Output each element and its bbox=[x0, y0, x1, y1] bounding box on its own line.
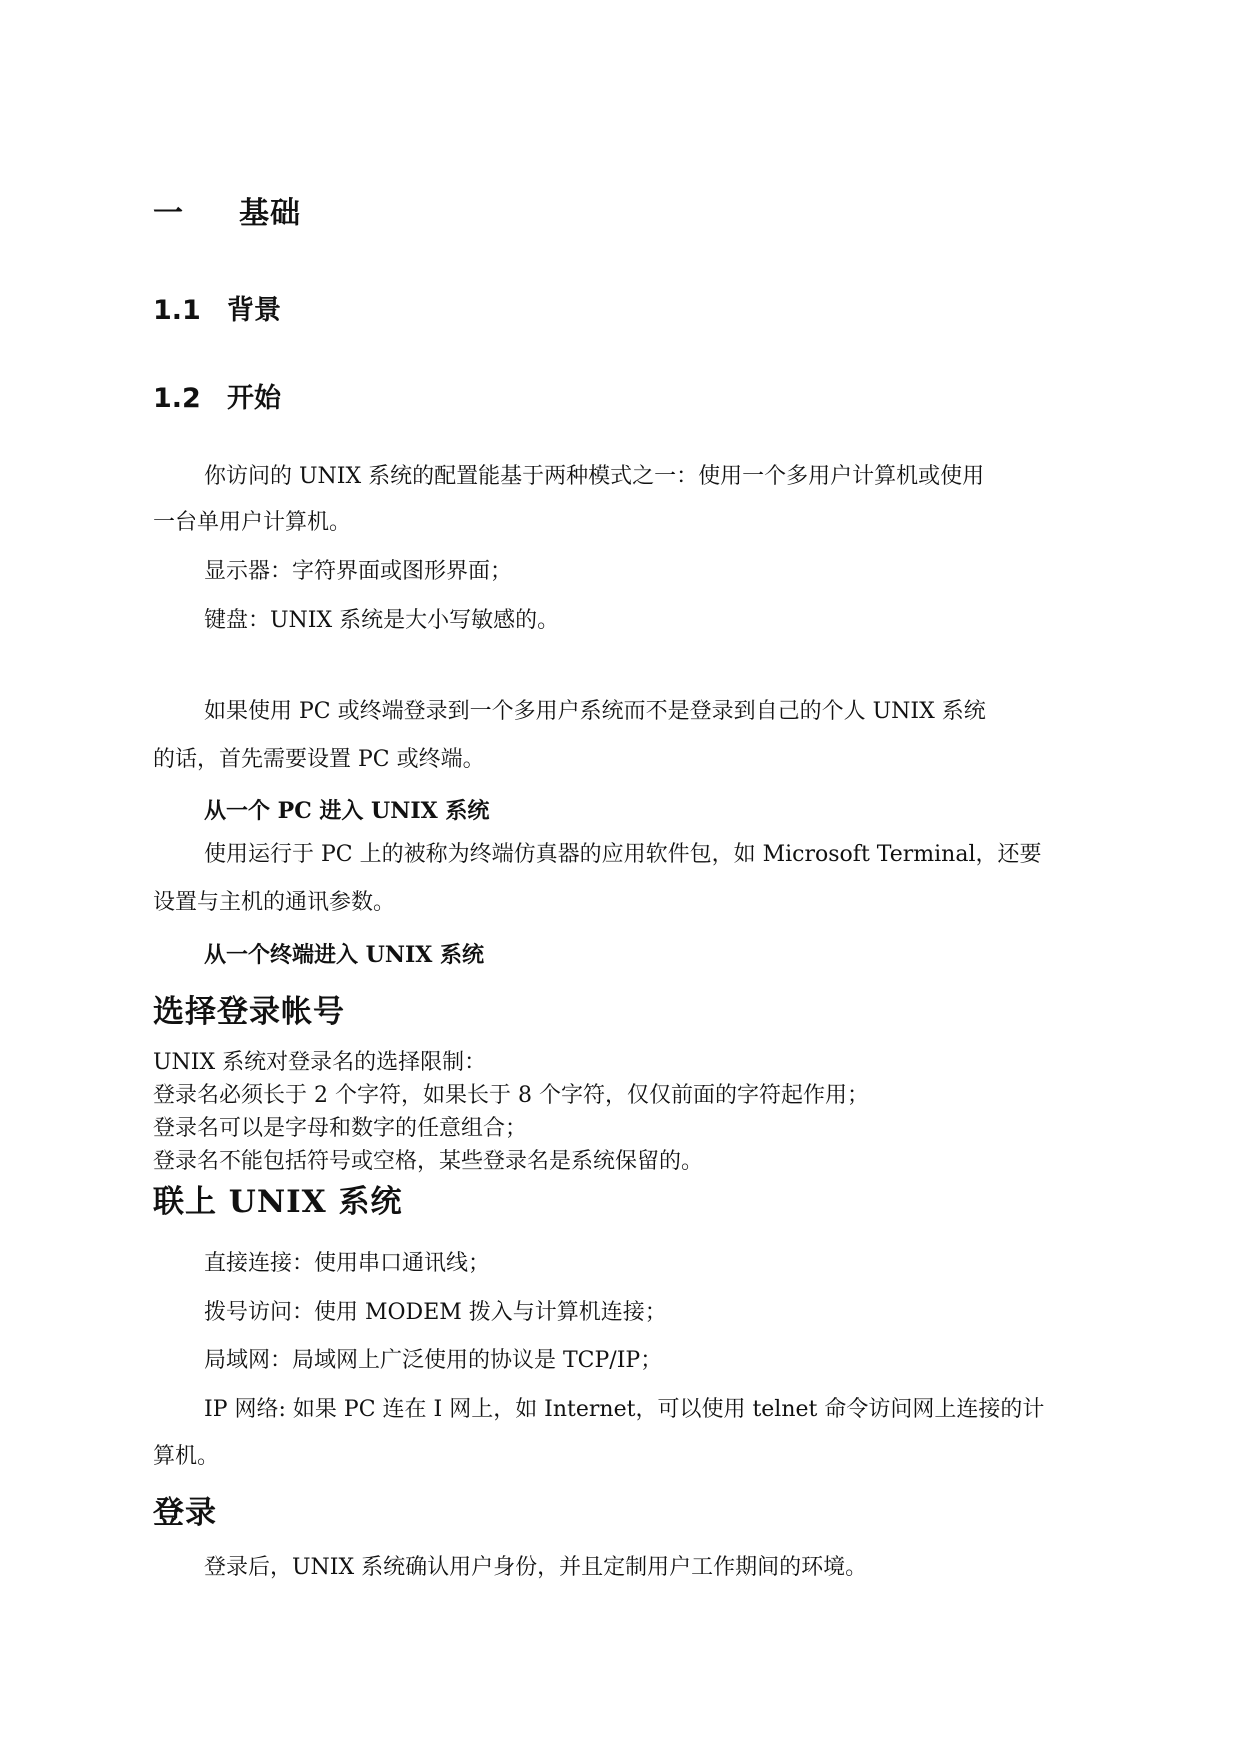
paragraph-line: 局域网：局域网上广泛使用的协议是 TCP/IP； bbox=[204, 1348, 663, 1373]
list-item: UNIX 系统对登录名的选择限制： bbox=[153, 1050, 487, 1075]
paragraph-line: 一台单用户计算机。 bbox=[153, 510, 352, 535]
paragraph-line: IP 网络: 如果 PC 连在 I 网上，如 Internet，可以使用 telnet 命令访问网上连接的计 bbox=[204, 1397, 1045, 1422]
paragraph-line: 如果使用 PC 或终端登录到一个多用户系统而不是登录到自己的个人 UNIX 系统 bbox=[204, 699, 986, 724]
paragraph-line: 设置与主机的通讯参数。 bbox=[153, 890, 396, 915]
heading-login: 登录 bbox=[153, 1495, 217, 1531]
list-item: 登录名不能包括符号或空格，某些登录名是系统保留的。 bbox=[153, 1149, 704, 1174]
paragraph-line: 显示器：字符界面或图形界面； bbox=[204, 559, 513, 584]
section-heading-1-1 bbox=[153, 288, 281, 327]
paragraph-line: 使用运行于 PC 上的被称为终端仿真器的应用软件包，如 Microsoft Terminal，还要 bbox=[204, 842, 1042, 867]
section-title: 背景 bbox=[227, 295, 281, 326]
paragraph-line: 算机。 bbox=[153, 1444, 220, 1469]
subheading-from-pc: 从一个 PC 进入 UNIX 系统 bbox=[204, 798, 490, 824]
chapter-number: 一 bbox=[153, 196, 184, 231]
heading-choose-login: 选择登录帐号 bbox=[153, 994, 345, 1030]
section-number: 1.1 bbox=[153, 295, 201, 326]
paragraph-line: 的话，首先需要设置 PC 或终端。 bbox=[153, 747, 485, 772]
list-item: 登录名可以是字母和数字的任意组合； bbox=[153, 1116, 528, 1141]
heading-connect: 联上 UNIX 系统 bbox=[153, 1184, 403, 1220]
section-heading-1-2 bbox=[153, 376, 281, 415]
list-item: 登录名必须长于 2 个字符，如果长于 8 个字符，仅仅前面的字符起作用； bbox=[153, 1083, 869, 1108]
paragraph-line: 你访问的 UNIX 系统的配置能基于两种模式之一：使用一个多用户计算机或使用 bbox=[204, 464, 985, 489]
chapter-heading bbox=[153, 188, 301, 232]
subheading-from-terminal: 从一个终端进入 UNIX 系统 bbox=[204, 942, 484, 968]
paragraph-line: 登录后，UNIX 系统确认用户身份，并且定制用户工作期间的环境。 bbox=[204, 1555, 868, 1580]
paragraph-line: 直接连接：使用串口通讯线； bbox=[204, 1251, 491, 1276]
section-number: 1.2 bbox=[153, 383, 201, 414]
paragraph-line: 键盘：UNIX 系统是大小写敏感的。 bbox=[204, 608, 560, 633]
paragraph-line: 拨号访问：使用 MODEM 拨入与计算机连接； bbox=[204, 1300, 667, 1325]
chapter-title: 基础 bbox=[239, 196, 301, 231]
login-rules-list bbox=[153, 1046, 869, 1178]
section-title: 开始 bbox=[227, 383, 281, 414]
